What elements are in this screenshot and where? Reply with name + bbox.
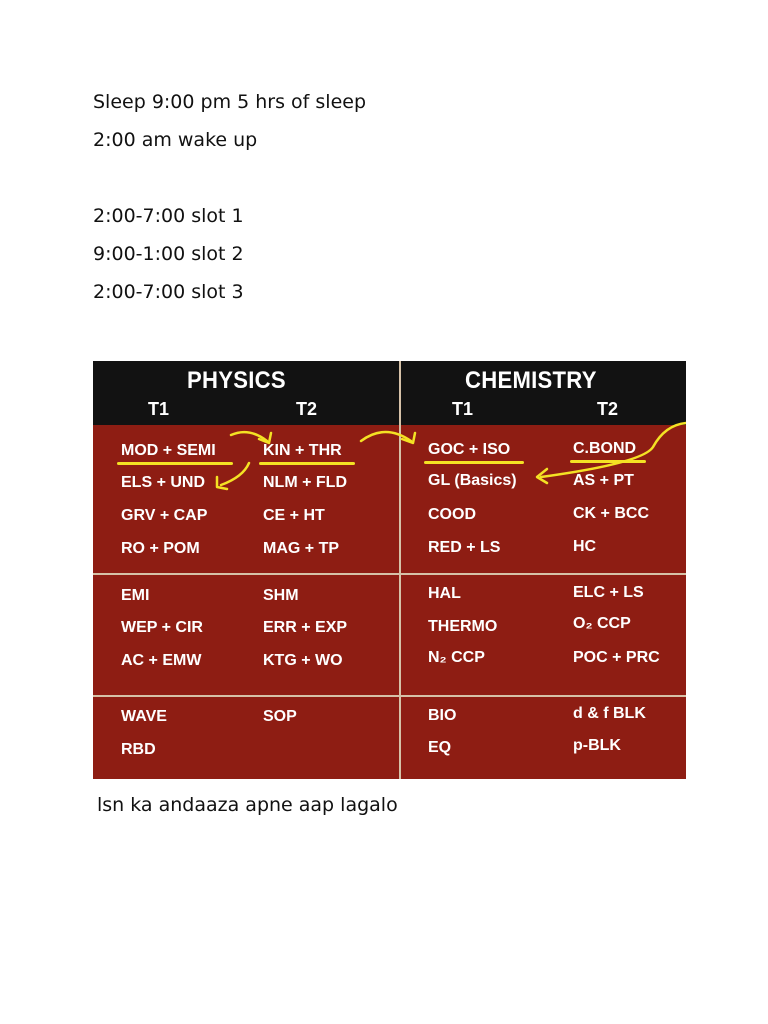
physics-t2-cell: CE + HT bbox=[263, 507, 325, 524]
physics-t1-cell: MOD + SEMI bbox=[121, 442, 216, 459]
physics-t1-cell: RO + POM bbox=[121, 540, 200, 557]
chemistry-t2-cell: O₂ CCP bbox=[573, 615, 631, 632]
chemistry-t1-cell: COOD bbox=[428, 506, 476, 523]
physics-t1-cell: AC + EMW bbox=[121, 652, 202, 669]
physics-t1-cell: WAVE bbox=[121, 708, 167, 725]
notes-block bbox=[93, 86, 366, 314]
wake-note: 2:00 am wake up bbox=[93, 129, 258, 151]
physics-t2-cell: KTG + WO bbox=[263, 652, 343, 669]
chemistry-t1-cell: HAL bbox=[428, 585, 461, 602]
chemistry-t1-cell: N₂ CCP bbox=[428, 649, 485, 666]
chemistry-t2-cell: POC + PRC bbox=[573, 649, 660, 666]
chemistry-t2-label: T2 bbox=[597, 399, 619, 419]
chemistry-t1-cell: GOC + ISO bbox=[428, 441, 511, 458]
arrow-mark bbox=[221, 463, 249, 485]
chemistry-t2-cell: C.BOND bbox=[573, 440, 637, 457]
chemistry-t2-cell: CK + BCC bbox=[573, 505, 650, 522]
physics-t2-cell: ERR + EXP bbox=[263, 619, 348, 636]
chemistry-t1-cell: EQ bbox=[428, 739, 452, 756]
physics-t2-label: T2 bbox=[296, 399, 318, 419]
chemistry-t2-cell: d & f BLK bbox=[573, 705, 646, 722]
chemistry-t2-cell: p-BLK bbox=[573, 737, 621, 754]
chemistry-t1-cell: GL (Basics) bbox=[428, 472, 517, 489]
physics-title: PHYSICS bbox=[187, 367, 286, 394]
physics-t1-cell: EMI bbox=[121, 587, 150, 604]
chemistry-t2-cell: AS + PT bbox=[573, 472, 634, 489]
physics-t2-cell: SOP bbox=[263, 708, 297, 725]
arrow-mark bbox=[541, 423, 686, 477]
chemistry-t1-cell: THERMO bbox=[428, 618, 498, 635]
physics-t1-cell: ELS + UND bbox=[121, 474, 206, 491]
chemistry-t2-cell: HC bbox=[573, 538, 597, 555]
slot-1-note: 2:00-7:00 slot 1 bbox=[93, 205, 244, 227]
chemistry-t1-label: T1 bbox=[452, 399, 474, 419]
chemistry-t1-cell: RED + LS bbox=[428, 539, 501, 556]
physics-t2-cell: NLM + FLD bbox=[263, 474, 347, 491]
study-timetable-image bbox=[93, 361, 686, 779]
slot-2-note: 9:00-1:00 slot 2 bbox=[93, 243, 244, 265]
footer-note: lsn ka andaaza apne aap lagalo bbox=[97, 794, 398, 816]
chemistry-t1-cell: BIO bbox=[428, 707, 457, 724]
slot-3-note: 2:00-7:00 slot 3 bbox=[93, 281, 244, 303]
physics-t1-cell: WEP + CIR bbox=[121, 619, 203, 636]
sleep-note: Sleep 9:00 pm 5 hrs of sleep bbox=[93, 91, 367, 113]
highlight-arrows bbox=[93, 361, 686, 779]
spacer bbox=[93, 162, 366, 200]
physics-t2-cell: KIN + THR bbox=[263, 442, 342, 459]
physics-t1-cell: GRV + CAP bbox=[121, 507, 208, 524]
chemistry-title: CHEMISTRY bbox=[465, 367, 597, 394]
physics-t2-cell: MAG + TP bbox=[263, 540, 340, 557]
chemistry-t2-cell: ELC + LS bbox=[573, 584, 644, 601]
physics-t1-cell: RBD bbox=[121, 741, 156, 758]
physics-t2-cell: SHM bbox=[263, 587, 299, 604]
physics-t1-label: T1 bbox=[148, 399, 170, 419]
